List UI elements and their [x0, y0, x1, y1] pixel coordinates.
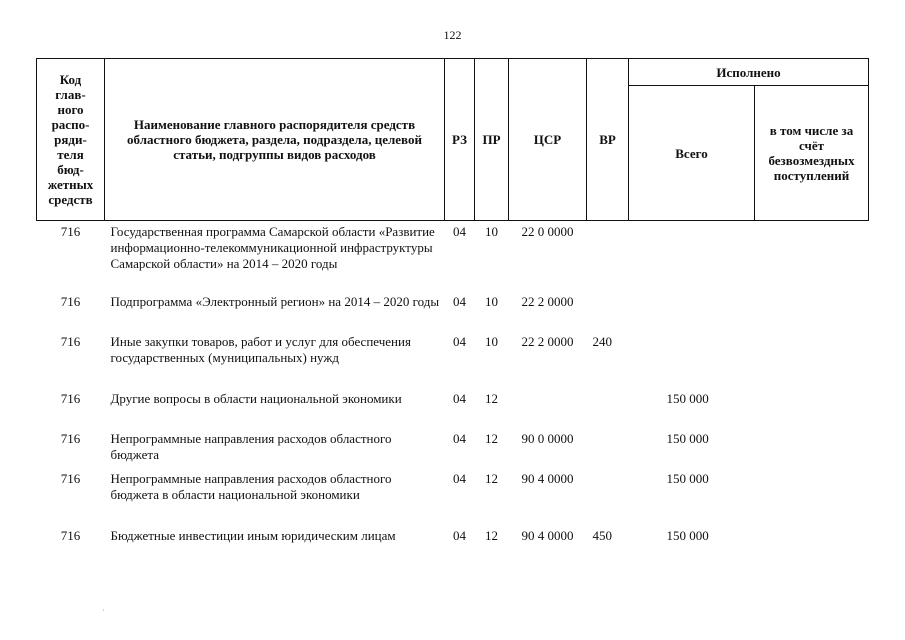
cell-name: Подпрограмма «Электронный регион» на 2014 – 2020 годы: [110, 294, 440, 309]
cell-vr: [587, 294, 629, 334]
cell-vr: [587, 471, 629, 528]
cell-rz: 04: [453, 224, 466, 239]
cell-pr: 10: [485, 334, 498, 349]
cell-total: 150 000: [666, 391, 709, 406]
header-pr: ПР: [475, 59, 509, 221]
cell-code: 716: [60, 224, 81, 239]
cell-pr: 12: [485, 391, 498, 406]
cell-total: [629, 294, 755, 334]
header-csr: ЦСР: [509, 59, 587, 221]
cell-pr: 10: [485, 224, 498, 239]
table-row: [37, 221, 869, 295]
cell-name: Бюджетные инвестиции иным юридическим лицам: [110, 528, 396, 543]
cell-vr: 450: [592, 528, 612, 543]
cell-csr: 90 4 0000: [521, 528, 574, 543]
header-code-line: средств: [48, 192, 93, 207]
cell-vr: [587, 431, 629, 471]
cell-csr: [509, 391, 587, 431]
cell-pr: 10: [485, 294, 498, 309]
cell-csr: 22 0 0000: [521, 224, 574, 239]
cell-vr: 240: [592, 334, 612, 349]
cell-vr: [587, 391, 629, 431]
cell-code: 716: [60, 528, 81, 543]
cell-rz: 04: [453, 431, 466, 446]
cell-total: 150 000: [666, 528, 709, 543]
cell-grants: [755, 471, 869, 528]
cell-code: 716: [60, 391, 81, 406]
cell-name: Государственная программа Самарской области «Развитие информационно-телекоммуникационной инфраструктуры Самарской области» на 2014 – 2020 годы: [110, 224, 435, 271]
cell-csr: 22 2 0000: [521, 294, 574, 309]
header-code-line: Код: [59, 72, 82, 87]
cell-name: Непрограммные направления расходов областного бюджета в области национальной экономики: [110, 471, 392, 502]
header-vr: ВР: [587, 59, 629, 221]
header-code-line: ряди-: [54, 132, 87, 147]
header-code-line: ного: [57, 102, 84, 117]
cell-name: Непрограммные направления расходов областного бюджета: [110, 431, 392, 462]
cell-grants: [755, 294, 869, 334]
cell-csr: 90 4 0000: [521, 471, 574, 486]
table-row: [37, 471, 869, 528]
cell-pr: 12: [485, 471, 498, 486]
cell-pr: 12: [485, 528, 498, 543]
cell-name: Иные закупки товаров, работ и услуг для обеспечения государственных (муниципальных) нужд: [110, 334, 411, 365]
cell-csr: 90 0 0000: [521, 431, 574, 446]
cell-csr: 22 2 0000: [521, 334, 574, 349]
cell-grants: [755, 528, 869, 568]
table-row: [37, 294, 869, 334]
header-name: Наименование главного распорядителя средств областного бюджета, раздела, подраздела, целевой статьи, подгруппы видов расходов: [105, 59, 445, 221]
cell-rz: 04: [453, 391, 466, 406]
cell-rz: 04: [453, 528, 466, 543]
table-row: [37, 334, 869, 391]
header-code: [37, 59, 105, 221]
header-code-line: бюд-: [57, 162, 84, 177]
cell-name: Другие вопросы в области национальной экономики: [110, 391, 402, 406]
header-code-line: теля: [57, 147, 84, 162]
cell-rz: 04: [453, 471, 466, 486]
cell-total: [629, 334, 755, 391]
scan-speck: ·: [102, 606, 105, 615]
cell-grants: [755, 221, 869, 295]
cell-code: 716: [60, 471, 81, 486]
cell-code: 716: [60, 431, 81, 446]
table-row: [37, 391, 869, 431]
cell-code: 716: [60, 294, 81, 309]
cell-total: [629, 221, 755, 295]
header-executed: Исполнено: [629, 59, 869, 86]
cell-pr: 12: [485, 431, 498, 446]
cell-rz: 04: [453, 334, 466, 349]
header-total: Всего: [629, 86, 755, 221]
header-code-line: распо-: [51, 117, 90, 132]
table-row: [37, 431, 869, 471]
header-code-line: глав-: [55, 87, 86, 102]
page-number: 122: [443, 28, 462, 42]
header-row-1: [37, 59, 869, 86]
budget-table: [36, 58, 869, 568]
header-code-line: жетных: [47, 177, 94, 192]
cell-total: 150 000: [666, 431, 709, 446]
cell-grants: [755, 431, 869, 471]
cell-grants: [755, 334, 869, 391]
header-grants: в том числе за счёт безвозмездных поступлений: [755, 86, 869, 221]
cell-vr: [587, 221, 629, 295]
header-rz: РЗ: [445, 59, 475, 221]
cell-grants: [755, 391, 869, 431]
cell-rz: 04: [453, 294, 466, 309]
cell-total: 150 000: [666, 471, 709, 486]
table-row: [37, 528, 869, 568]
cell-code: 716: [60, 334, 81, 349]
